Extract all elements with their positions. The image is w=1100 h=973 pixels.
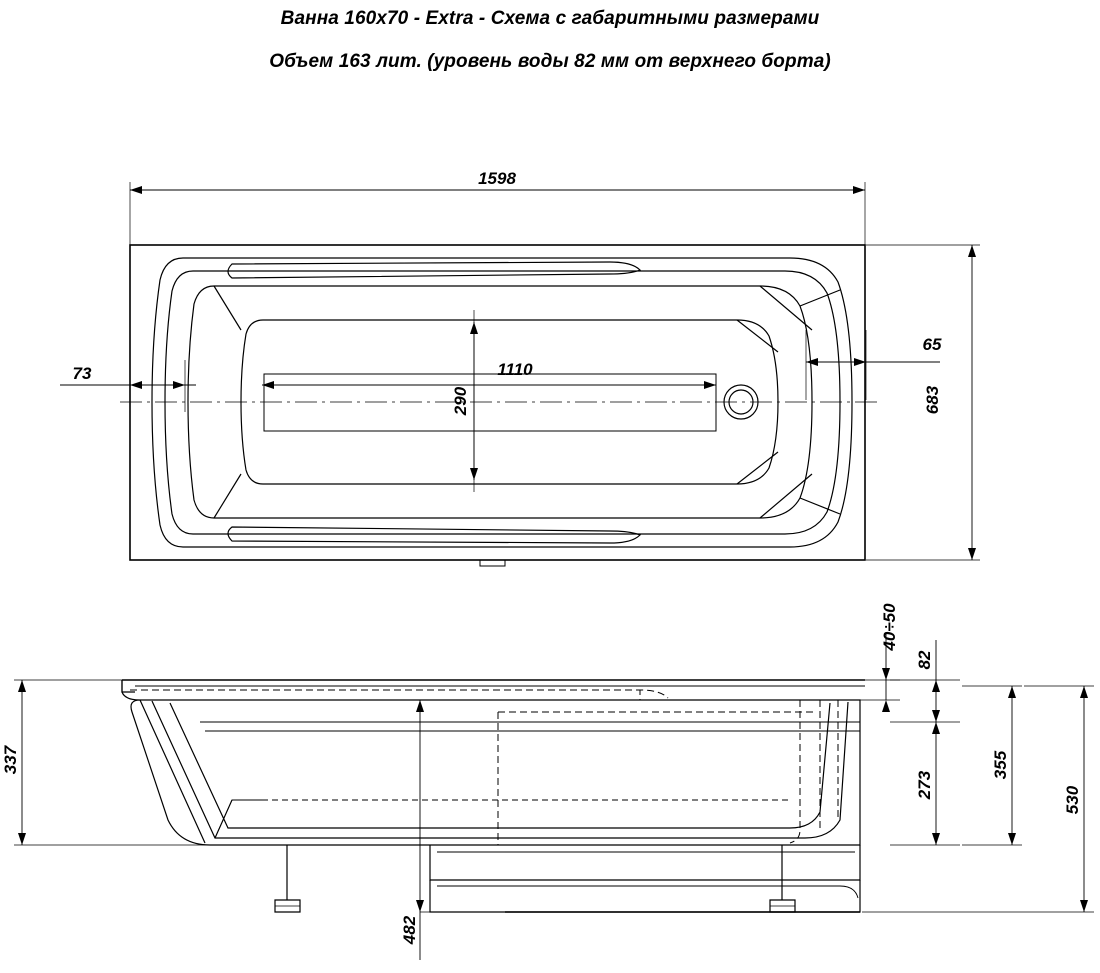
dim-left-offset: 73 <box>72 364 92 383</box>
page-title: Ванна 160х70 - Extra - Схема с габаритными размерами <box>280 8 820 29</box>
dim-inner-width: 290 <box>451 386 470 416</box>
dim-total-height: 530 <box>1063 785 1082 815</box>
dim-overall-length: 1598 <box>478 169 516 188</box>
dim-rim-thickness: 40÷50 <box>880 603 899 651</box>
dim-inner-depth: 273 <box>915 770 934 800</box>
dim-left-height: 337 <box>1 745 20 775</box>
dim-right-offset: 65 <box>922 335 942 354</box>
page-subtitle: Объем 163 лит. (уровень воды 82 мм от верхнего борта) <box>269 51 831 72</box>
dim-leg-length: 482 <box>400 915 419 945</box>
dim-overall-width: 683 <box>923 385 942 415</box>
dim-inner-length: 1110 <box>497 360 533 379</box>
dim-bowl-height: 355 <box>991 750 1010 780</box>
dim-water-from-rim: 82 <box>915 650 934 670</box>
